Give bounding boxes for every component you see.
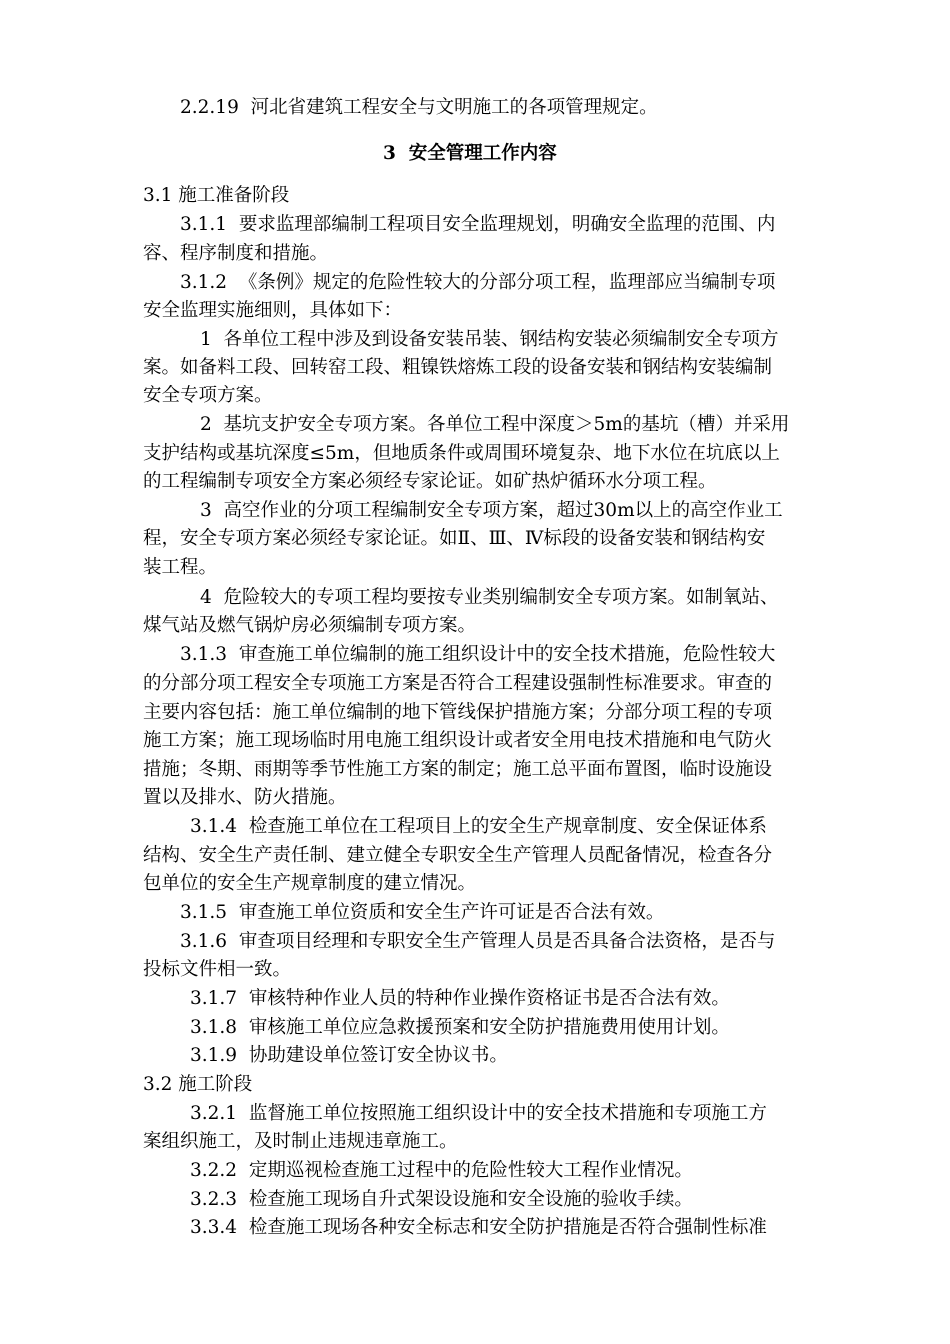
text-line: 投标文件相一致。 [143,959,292,980]
text-line: 的工程编制专项安全方案必须经专家论证。如矿热炉循环水分项工程。 [143,471,717,492]
text-line: 3.1.9 协助建设单位签订安全协议书。 [190,1045,508,1066]
section-heading: 3 安全管理工作内容 [383,143,557,164]
text-line: 3.1.5 审查施工单位资质和安全生产许可证是否合法有效。 [180,902,665,923]
text-line: 安全专项方案。 [143,385,273,406]
text-line: 4 危险较大的专项工程均要按专业类别编制安全专项方案。如制氧站、 [200,587,779,608]
text-line: 包单位的安全生产规章制度的建立情况。 [143,873,477,894]
text-line: 2 基坑支护安全专项方案。各单位工程中深度＞5m的基坑（槽）并采用 [200,414,790,435]
text-line: 施工方案；施工现场临时用电施工组织设计或者安全用电技术措施和电气防火 [143,730,773,751]
subsection-heading: 3.2 施工阶段 [143,1074,253,1095]
text-line: 煤气站及燃气锅炉房必须编制专项方案。 [143,615,477,636]
text-line: 置以及排水、防火措施。 [143,787,347,808]
text-line: 3.1.6 审查项目经理和专职安全生产管理人员是否具备合法资格，是否与 [180,931,776,952]
text-line: 2.2.19 河北省建筑工程安全与文明施工的各项管理规定。 [180,97,658,118]
subsection-heading: 3.1 施工准备阶段 [143,185,290,206]
text-line: 3.2.2 定期巡视检查施工过程中的危险性较大工程作业情况。 [190,1160,693,1181]
text-line: 结构、安全生产责任制、建立健全专职安全生产管理人员配备情况，检查各分 [143,845,773,866]
text-line: 案。如备料工段、回转窑工段、粗镍铁熔炼工段的设备安装和钢结构安装编制 [143,357,773,378]
text-line: 的分部分项工程安全专项施工方案是否符合工程建设强制性标准要求。审查的 [143,673,773,694]
text-line: 装工程。 [143,557,218,578]
text-line: 3.1.8 审核施工单位应急救援预案和安全防护措施费用使用计划。 [190,1017,730,1038]
text-line: 3.1.1 要求监理部编制工程项目安全监理规划，明确安全监理的范围、内 [180,214,776,235]
text-line: 3.2.1 监督施工单位按照施工组织设计中的安全技术措施和专项施工方 [190,1103,767,1124]
text-line: 3.1.3 审查施工单位编制的施工组织设计中的安全技术措施，危险性较大 [180,644,776,665]
text-line: 容、程序制度和措施。 [143,243,329,264]
text-line: 程，安全专项方案必须经专家论证。如Ⅱ、Ⅲ、Ⅳ标段的设备安装和钢结构安 [143,528,766,549]
text-line: 安全监理实施细则，具体如下： [143,300,403,321]
text-line: 案组织施工，及时制止违规违章施工。 [143,1131,458,1152]
text-line: 主要内容包括：施工单位编制的地下管线保护措施方案；分部分项工程的专项 [143,702,773,723]
text-line: 3.2.3 检查施工现场自升式架设设施和安全设施的验收手续。 [190,1189,693,1210]
text-line: 3.1.2 《条例》规定的危险性较大的分部分项工程，监理部应当编制专项 [180,272,776,293]
text-line: 1 各单位工程中涉及到设备安装吊装、钢结构安装必须编制安全专项方 [200,329,779,350]
text-line: 3.1.4 检查施工单位在工程项目上的安全生产规章制度、安全保证体系 [190,816,767,837]
text-line: 措施；冬期、雨期等季节性施工方案的制定；施工总平面布置图，临时设施设 [143,759,773,780]
text-line: 3.3.4 检查施工现场各种安全标志和安全防护措施是否符合强制性标准 [190,1217,767,1238]
text-line: 3 高空作业的分项工程编制安全专项方案，超过30m以上的高空作业工 [200,500,783,521]
text-line: 3.1.7 审核特种作业人员的特种作业操作资格证书是否合法有效。 [190,988,730,1009]
text-line: 支护结构或基坑深度≤5m，但地质条件或周围环境复杂、地下水位在坑底以上 [143,443,780,464]
